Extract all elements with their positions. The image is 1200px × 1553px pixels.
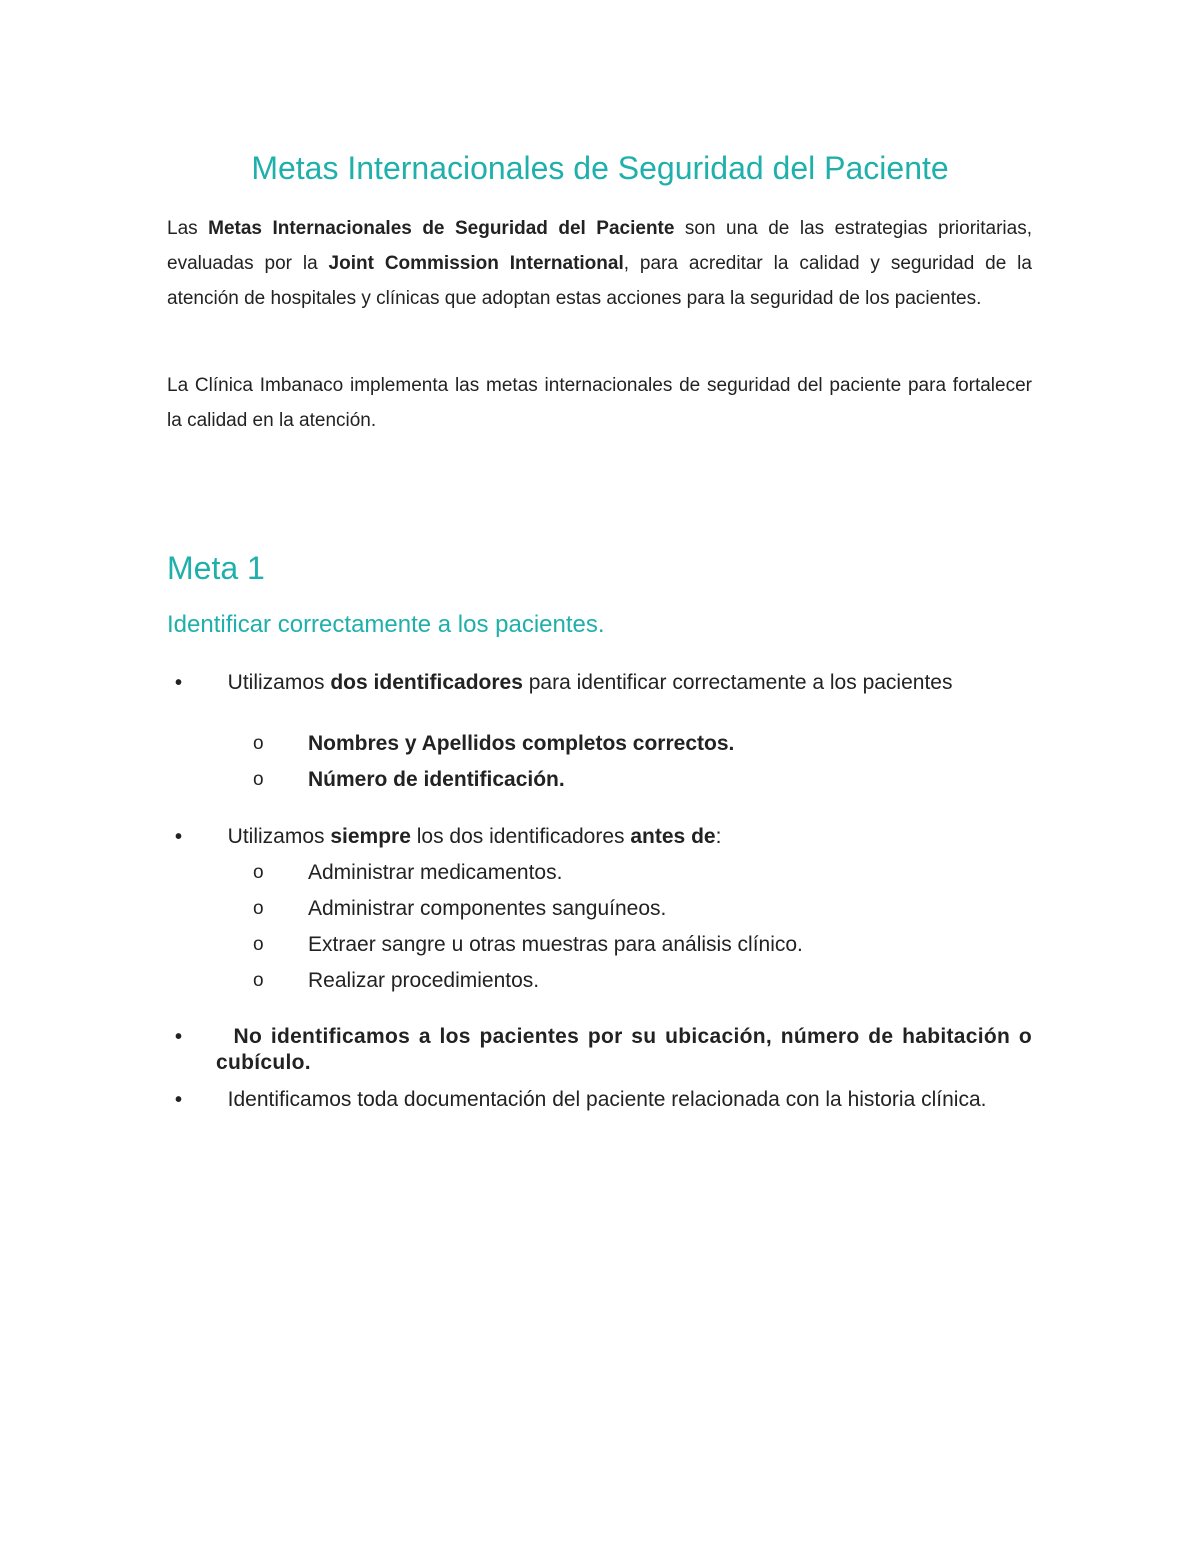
list-text: Identificamos toda documentación del paciente relacionada con la historia clínica.: [227, 1088, 987, 1111]
sub-bullet-icon: o: [253, 970, 264, 991]
sub-bullet-icon: o: [253, 898, 264, 919]
list-text: Utilizamos: [227, 671, 331, 694]
sub-list-item: Administrar componentes sanguíneos.: [308, 897, 667, 920]
meta-1-heading: Meta 1: [167, 550, 265, 586]
sub-bullet-icon: o: [253, 733, 264, 754]
list-bold: No identificamos a los pacientes por su ubicación, número de habitación o cubículo.: [216, 1025, 1032, 1074]
intro-bold-metas: Metas Internacionales de Seguridad del Paciente: [208, 218, 675, 239]
sub-bullet-icon: o: [253, 934, 264, 955]
list-item-documentacion: [216, 1087, 1032, 1113]
bullet-icon: •: [175, 1089, 183, 1111]
sub-list-item: Extraer sangre u otras muestras para análisis clínico.: [308, 933, 803, 956]
sub-bullet-icon: o: [253, 769, 264, 790]
bullet-icon: •: [175, 826, 183, 848]
list-text: :: [715, 825, 722, 848]
list-text: para identificar correctamente a los pacientes: [522, 671, 953, 694]
sub-bullet-icon: o: [253, 862, 264, 883]
meta-1-subheading: Identificar correctamente a los pacientes.: [167, 611, 605, 638]
intro-text: , para acreditar la calidad y seguridad de la atención de hospitales y clínicas que adoptan estas acciones para la seguridad de los pacientes.: [167, 253, 1032, 309]
intro-bold-jci: Joint Commission International: [328, 253, 624, 274]
sub-list-item: Administrar medicamentos.: [308, 861, 563, 884]
list-bold: siempre: [330, 825, 411, 848]
bullet-icon: •: [175, 1026, 183, 1048]
list-item-dos-identificadores: [216, 670, 1032, 696]
intro-text: son una de las estrategias prioritarias, evaluadas por la: [167, 218, 1033, 274]
bullet-icon: •: [175, 672, 183, 694]
list-bold: dos identificadores: [330, 671, 523, 694]
list-item-no-identificamos: [216, 1024, 1032, 1076]
list-text: Utilizamos: [227, 825, 331, 848]
list-item-siempre: [216, 824, 1032, 850]
document-title: Metas Internacionales de Seguridad del Paciente: [251, 150, 949, 186]
list-bold: antes de: [630, 825, 716, 848]
sub-list-item: Realizar procedimientos.: [308, 969, 540, 992]
sub-list-item: Número de identificación.: [308, 768, 565, 791]
list-text: los dos identificadores: [410, 825, 631, 848]
intro-paragraph-2: La Clínica Imbanaco implementa las metas internacionales de seguridad del paciente para fortalecer la calidad en la atención.: [167, 375, 1032, 431]
intro-paragraph-1: [167, 211, 1032, 316]
intro-text: Las: [167, 218, 209, 239]
sub-list-item: Nombres y Apellidos completos correctos.: [308, 732, 735, 755]
